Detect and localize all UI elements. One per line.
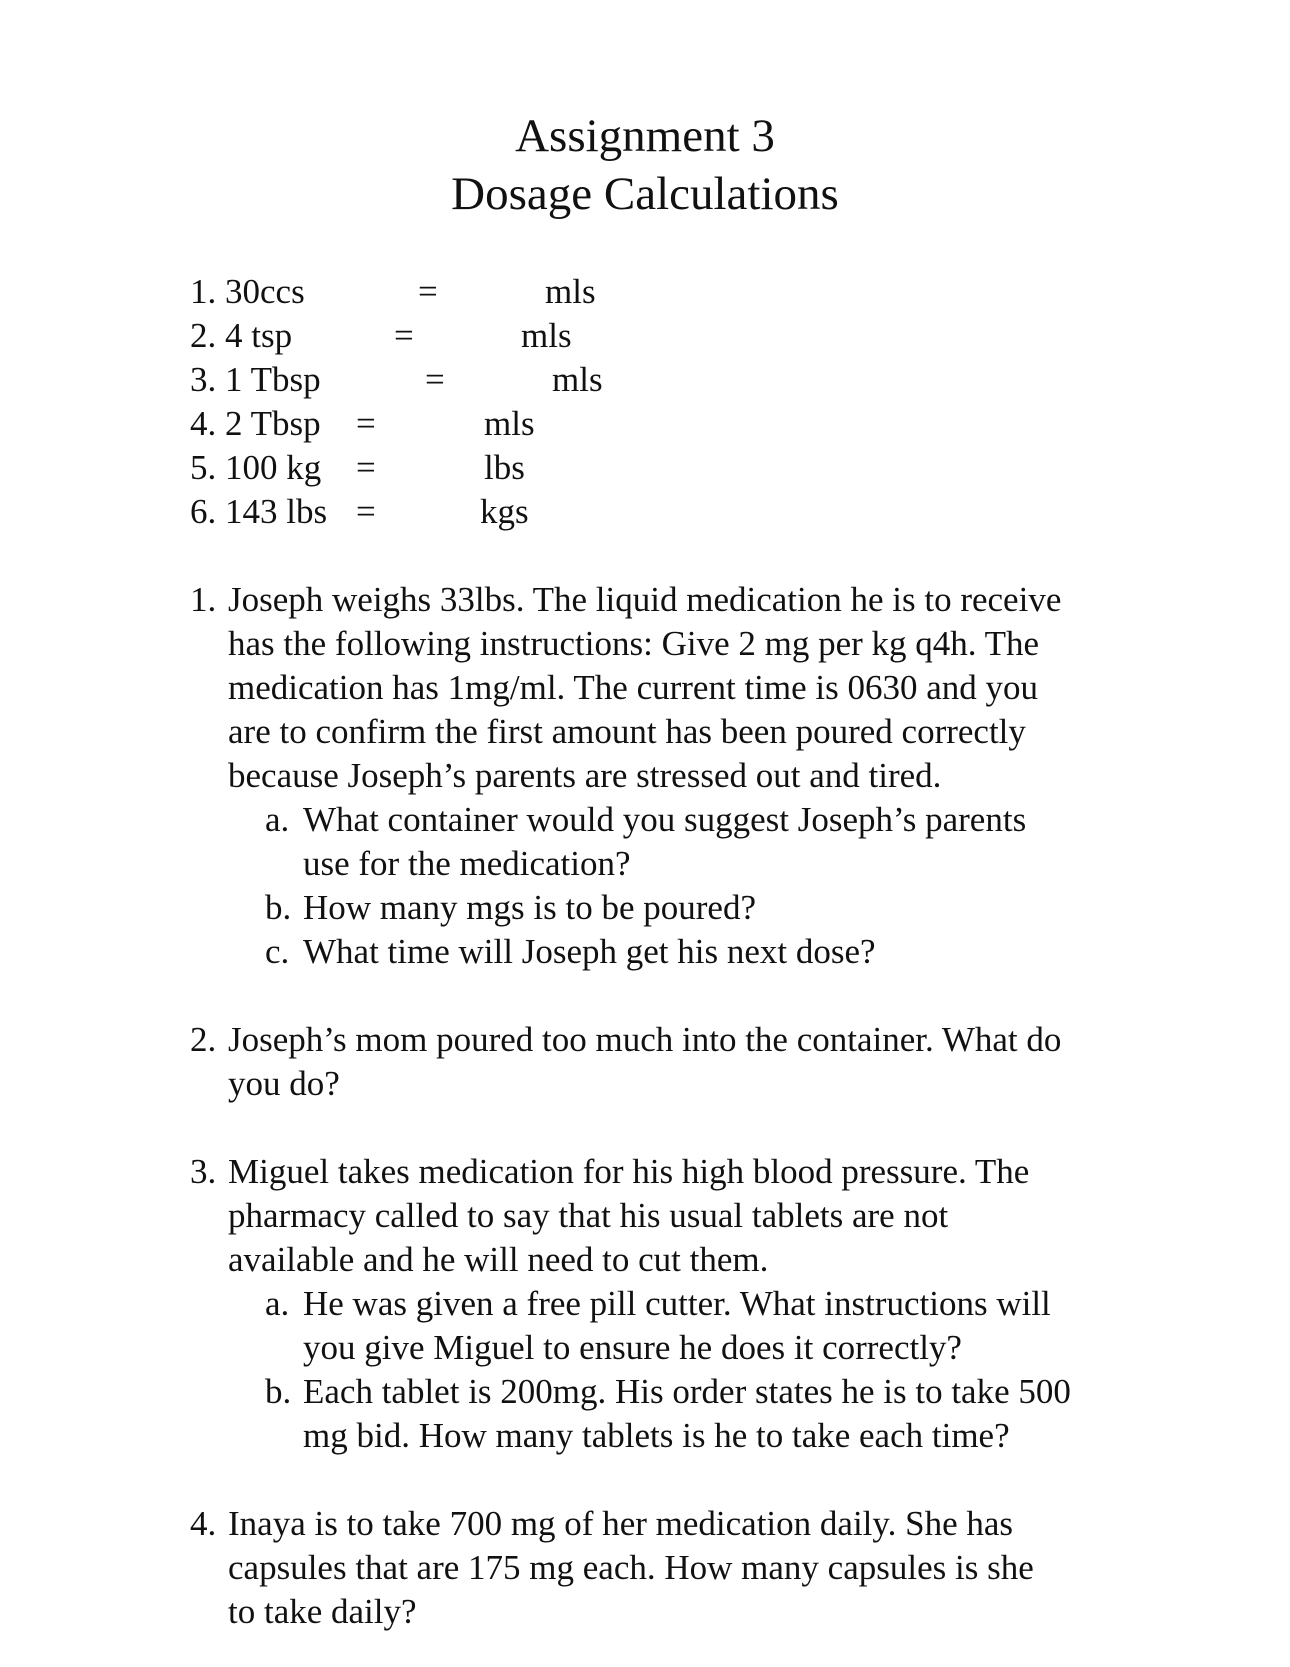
conversion-equals: = xyxy=(356,404,376,443)
page-title: Assignment 3 xyxy=(515,110,775,162)
subquestion-text-line: use for the medication? xyxy=(303,844,631,883)
question-number: 4. xyxy=(190,1504,217,1543)
conversion-item: 3. 1 Tbsp xyxy=(190,360,321,399)
question-text-line: has the following instructions: Give 2 mg per kg q4h. The xyxy=(228,624,1040,663)
conversion-equals: = xyxy=(425,360,445,399)
question-text-line: Joseph’s mom poured too much into the container. What do xyxy=(228,1020,1062,1059)
conversion-unit: lbs xyxy=(484,448,525,487)
conversion-unit: mls xyxy=(552,360,603,399)
question-text-line: you do? xyxy=(228,1064,340,1103)
question-text-line: to take daily? xyxy=(228,1592,417,1631)
conversion-item: 5. 100 kg xyxy=(190,448,322,487)
conversion-item: 2. 4 tsp xyxy=(190,316,293,355)
subquestion-text-line: What container would you suggest Joseph’s parents xyxy=(303,800,1027,839)
conversion-unit: mls xyxy=(545,272,596,311)
conversion-equals: = xyxy=(418,272,438,311)
question-number: 1. xyxy=(190,580,217,619)
subquestion-label: a. xyxy=(265,1284,290,1323)
subquestion-label: b. xyxy=(265,888,292,927)
question-text-line: Miguel takes medication for his high blood pressure. The xyxy=(228,1152,1030,1191)
conversion-unit: mls xyxy=(484,404,535,443)
subquestion-text-line: mg bid. How many tablets is he to take each time? xyxy=(303,1416,1010,1455)
page-subtitle: Dosage Calculations xyxy=(451,168,839,220)
question-text-line: available and he will need to cut them. xyxy=(228,1240,769,1279)
conversion-equals: = xyxy=(394,316,414,355)
conversion-equals: = xyxy=(356,492,376,531)
question-text-line: because Joseph’s parents are stressed out and tired. xyxy=(228,756,942,795)
question-text-line: Inaya is to take 700 mg of her medication daily. She has xyxy=(228,1504,1014,1543)
subquestion-label: a. xyxy=(265,800,290,839)
subquestion-label: c. xyxy=(265,932,290,971)
subquestion-label: b. xyxy=(265,1372,292,1411)
question-number: 2. xyxy=(190,1020,217,1059)
question-text-line: medication has 1mg/ml. The current time is 0630 and you xyxy=(228,668,1039,707)
question-number: 3. xyxy=(190,1152,217,1191)
subquestion-text-line: you give Miguel to ensure he does it correctly? xyxy=(303,1328,962,1367)
conversion-item: 4. 2 Tbsp xyxy=(190,404,321,443)
question-text-line: pharmacy called to say that his usual tablets are not xyxy=(228,1196,949,1235)
conversion-unit: kgs xyxy=(480,492,529,531)
question-text-line: capsules that are 175 mg each. How many capsules is she xyxy=(228,1548,1034,1587)
conversion-unit: mls xyxy=(521,316,572,355)
subquestion-text-line: What time will Joseph get his next dose? xyxy=(303,932,876,971)
subquestion-text-line: He was given a free pill cutter. What instructions will xyxy=(303,1284,1051,1323)
conversion-item: 6. 143 lbs xyxy=(190,492,328,531)
question-text-line: Joseph weighs 33lbs. The liquid medication he is to receive xyxy=(228,580,1062,619)
conversion-item: 1. 30ccs xyxy=(190,272,305,311)
subquestion-text-line: How many mgs is to be poured? xyxy=(303,888,756,927)
question-text-line: are to confirm the first amount has been poured correctly xyxy=(228,712,1026,751)
conversion-equals: = xyxy=(356,448,376,487)
subquestion-text-line: Each tablet is 200mg. His order states he is to take 500 xyxy=(303,1372,1071,1411)
